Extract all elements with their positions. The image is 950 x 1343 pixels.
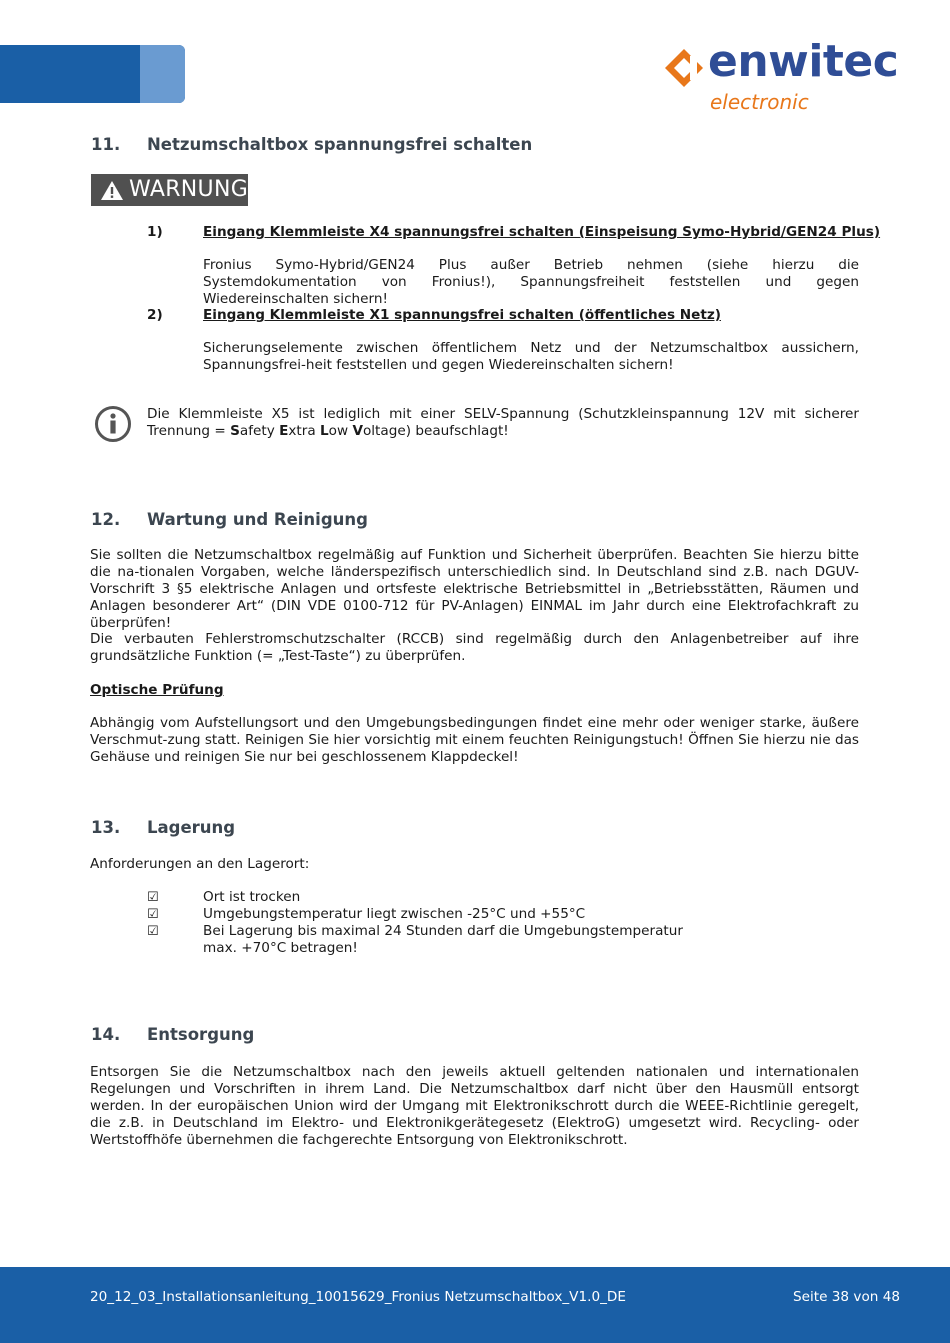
info-note: Die Klemmleiste X5 ist lediglich mit einer SELV-Spannung (Schutzkleinspannung 12V mit sicherer Trennung = Safety Extra Low Voltage) beaufschlagt! — [147, 406, 859, 439]
info-icon — [94, 405, 132, 443]
disposal-paragraph: Entsorgen Sie die Netzumschaltbox nach den jeweils aktuell geltenden nationalen und internationalen Regelungen und Vorschriften in ihrem Land. Die Netzumschaltbox darf nicht über den Hausmüll entsorgt werden. In der europäischen Union wird der Umgang mit Elektronikschrott durch die WEEE-Richtlinie geregelt, die z.B. in Deutschland im Elektro- und Elektronikgerätegesetz (ElektroG) umgesetzt wird. Recycling- oder Wertstoffhöfe übernehmen die fachgerechte Entsorgung von Elektronikschrott. — [90, 1064, 859, 1148]
header-band — [0, 45, 185, 103]
page-footer — [0, 1267, 950, 1343]
storage-item: Umgebungstemperatur liegt zwischen -25°C und +55°C — [203, 906, 586, 922]
warning-banner — [91, 174, 248, 206]
optical-check-heading: Optische Prüfung — [90, 682, 224, 698]
storage-item: Ort ist trocken — [203, 889, 301, 905]
checkbox-icon: ☑ — [147, 907, 159, 922]
logo-diamond-icon — [664, 48, 704, 88]
section-title: Entsorgung — [147, 1025, 255, 1044]
storage-intro: Anforderungen an den Lagerort: — [90, 856, 310, 872]
maintenance-paragraph-1: Sie sollten die Netzumschaltbox regelmäßig auf Funktion und Sicherheit überprüfen. Beachten Sie hierzu bitte die na-tionalen Vorgaben, welche länderspezifisch unterschiedlich sind. In Deutschland sind z.B. nach DGUV-Vorschrift 3 §5 elektrische Anlagen und ortsfeste elektrische Betriebsmittel in „Betriebsstätten, Räumen und Anlagen besonderer Art“ (DIN VDE 0100-712 für PV-Anlagen) EINMAL im Jahr durch eine Elektrofachkraft zu überprüfen! — [90, 547, 859, 631]
enwitec-logo — [662, 38, 902, 116]
logo-word: enwitec — [708, 36, 899, 87]
step-1-text: Fronius Symo-Hybrid/GEN24 Plus außer Betrieb nehmen (siehe hierzu die Systemdokumentation von Fronius!), Spannungsfreiheit feststellen und gegen Wiedereinschalten sichern! — [203, 257, 859, 307]
storage-item-continued: max. +70°C betragen! — [203, 940, 358, 956]
section-number: 12. — [91, 510, 121, 529]
logo-sub: electronic — [710, 90, 809, 114]
maintenance-paragraph-2: Die verbauten Fehlerstromschutzschalter (RCCB) sind regelmäßig durch den Anlagenbetreiber auf ihre grundsätzliche Funktion (= „Test-Taste“) zu überprüfen. — [90, 631, 859, 664]
step-2-number: 2) — [147, 307, 163, 323]
step-1-title: Eingang Klemmleiste X4 spannungsfrei schalten (Einspeisung Symo-Hybrid/GEN24 Plus) — [203, 224, 881, 240]
section-title: Wartung und Reinigung — [147, 510, 368, 529]
section-number: 14. — [91, 1025, 121, 1044]
footer-page-number: Seite 38 von 48 — [793, 1289, 900, 1305]
section-title: Lagerung — [147, 818, 236, 837]
checkbox-icon: ☑ — [147, 890, 159, 905]
step-2-text: Sicherungselemente zwischen öffentlichem Netz und der Netzumschaltbox aussichern, Spannungsfrei-heit feststellen und gegen Wiedereinschalten sichern! — [203, 340, 859, 373]
storage-item: Bei Lagerung bis maximal 24 Stunden darf die Umgebungstemperatur — [203, 923, 683, 939]
footer-document-name: 20_12_03_Installationsanleitung_10015629_Fronius Netzumschaltbox_V1.0_DE — [90, 1289, 626, 1305]
checkbox-icon: ☑ — [147, 924, 159, 939]
step-2-title: Eingang Klemmleiste X1 spannungsfrei schalten (öffentliches Netz) — [203, 307, 721, 323]
warning-triangle-icon — [100, 180, 124, 201]
maintenance-paragraph-3: Abhängig vom Aufstellungsort und den Umgebungsbedingungen findet eine mehr oder weniger starke, äußere Verschmut-zung statt. Reinigen Sie hier vorsichtig mit einem feuchten Reinigungstuch! Öffnen Sie hierzu nie das Gehäuse und reinigen Sie nur bei geschlossenem Klappdeckel! — [90, 715, 859, 765]
section-number: 13. — [91, 818, 121, 837]
section-title: Netzumschaltbox spannungsfrei schalten — [147, 135, 533, 154]
warning-label: WARNUNG — [129, 177, 249, 202]
section-number: 11. — [91, 135, 121, 154]
step-1-number: 1) — [147, 224, 163, 240]
